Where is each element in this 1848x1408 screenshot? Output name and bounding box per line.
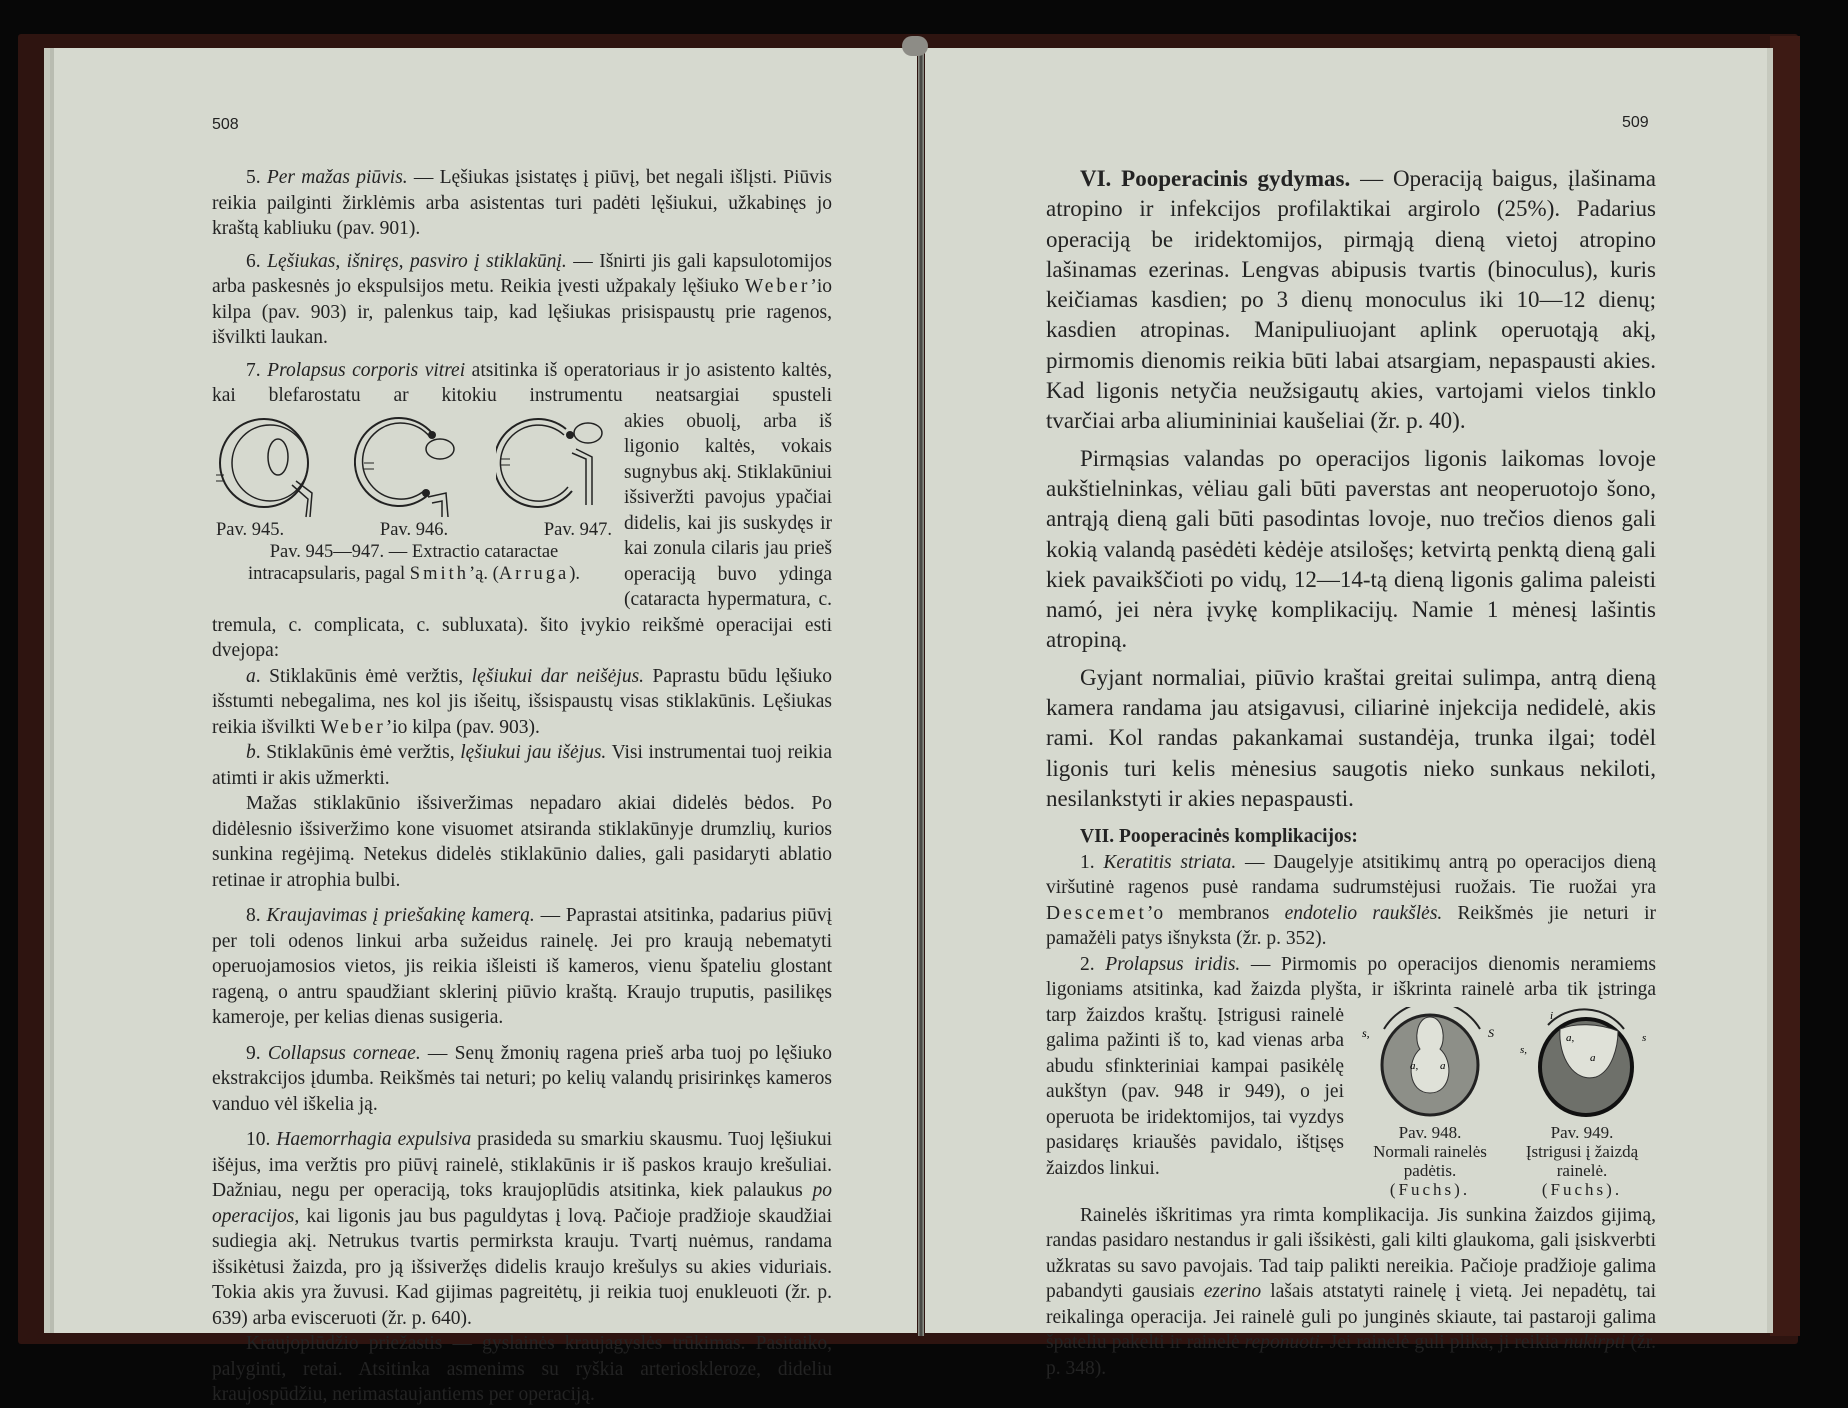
eye-diagram-946	[354, 413, 474, 519]
figure-945-947	[212, 413, 616, 585]
text-run: ’io kilpa (pav. 903).	[385, 716, 540, 738]
eye-diagram-945	[212, 413, 332, 519]
italic-text-run: Kraujavimas į priešakinę kamerą.	[266, 905, 535, 926]
paragraph-first-hours	[1046, 444, 1656, 656]
italic-text-run: b	[246, 742, 256, 763]
text-run: Mažas stiklakūnio išsiveržimas nepadaro akiai didelės bėdos. Po didėlesnio išsiveržimo kone visuomet atsiranda stiklakūnyje drumzlių, kurios sunkina regėjimą. Netekus didelės stiklakūnio dalies, gali pasidaryti ablatio retinae ir atrophia bulbi.	[212, 793, 832, 891]
spaced-name-run: Weber	[744, 276, 811, 297]
text-run: akies obuolį, arba iš ligonio kaltės, vokais sugnybus akį. Stiklakūniui išsiveržti pavojus ypačiai didelis, kai jis suskydęs ir kai zonula cilaris jau prieš operaciją buvo ydinga (cataracta hypermatura, c. tremula, c. complicata, c. subluxata). šito įvykio reikšmė operacijai esti dvejopa:	[212, 410, 832, 661]
figure-label: S	[1488, 1025, 1494, 1040]
paragraph-iris-prolapse	[1046, 1203, 1656, 1382]
text-run: 2.	[1080, 953, 1106, 975]
book-gutter	[918, 46, 924, 1336]
iris-diagrams	[1356, 1007, 1656, 1199]
paragraph-9	[212, 1041, 832, 1118]
figure-label: a,	[1410, 1059, 1419, 1072]
text-run: Kraujoplūdžio priežastis — gyslainės kraujagyslės trūkimas. Pasitaiko, palyginti, retai. Atsitinka asmenims su ryškia arterioskleroze, dideliu kraujospūdžiu, nerimastaujantiems per operaciją.	[212, 1333, 832, 1405]
text-run: (žr. p. 348).	[1046, 1332, 1656, 1379]
text-run: — Pirmomis po operacijos dienomis neramiems ligoniams atsitinka, kad žaizda plyšta, ir iškrinta rainelė arba tik įstringa	[1046, 953, 1657, 1001]
right-text-column	[1046, 164, 1656, 1381]
text-run: 1.	[1080, 851, 1104, 873]
figure-label: a	[1440, 1059, 1446, 1072]
figure-949-caption	[1508, 1123, 1656, 1199]
paragraph-healing	[1046, 663, 1656, 814]
figure-label: s	[1642, 1031, 1647, 1044]
iris-diagram-949	[1508, 1007, 1656, 1119]
italic-text-run: Per mažas piūvis.	[266, 167, 408, 188]
text-run: 8.	[246, 905, 267, 926]
caption-source: (Fuchs).	[1389, 1179, 1471, 1199]
figure-948-caption	[1356, 1123, 1504, 1199]
paragraph-7-body-wrap	[212, 409, 832, 664]
figure-caption-947: Pav. 947.	[543, 519, 612, 540]
text-run: — Daugelyje atsitikimų antrą po operacijos dieną viršutinė ragenos pusė randama sudrumstėjusi ruožais. Tie ruožai yra	[1046, 851, 1656, 899]
text-run: Paprastu būdu lęšiuko išstumti nebegalima, nes kol jis išeitų, išsispaustų visas stiklakūnis. Lęšiukas reikia išvilkti	[212, 665, 832, 738]
figure-title	[212, 541, 616, 585]
left-text-column	[212, 165, 832, 1408]
text-run: . Stiklakūnis ėmė veržtis,	[255, 742, 461, 763]
text-run: kai ligonis jau bus paguldytas į lovą. Pačioje pradžioje skaudžiai sudiegia akį. Netrukus tvartis permirksta krauju. Tvartį nuėmus, randama išsikėtusi žaizda, pro ją išsiveržęs didelis kraujo krešulys su akies viduriais. Tokia akis yra žuvusi. Kad gijimas pagreitėtų, ji reikia tuoj enukleuoti (žr. p. 639) arba evisceruoti (žr. p. 640).	[212, 1205, 832, 1329]
page-number-left: 508	[212, 116, 239, 133]
figure-caption-945: Pav. 945.	[216, 519, 285, 540]
paragraph-vi	[1046, 164, 1656, 437]
text-run: Jei rainelė guli plika, ji reikia	[1324, 1332, 1564, 1354]
text-run: ’o membranos	[1146, 902, 1285, 924]
paragraph-8	[212, 903, 832, 1031]
text-run: prasideda su smarkiu skausmu. Tuoj lęšiukui išėjus, ima veržtis pro piūvį rainelė, stiklakūnis ir iš paskos kraujo krešuliai. Dažniau, negu per operaciją, toks kraujoplūdis atsitinka, kiek palaukus	[212, 1129, 832, 1201]
caption-source: (Fuchs).	[1541, 1179, 1623, 1199]
page-number-right: 509	[1622, 114, 1649, 131]
figures-948-949	[1356, 1007, 1656, 1199]
text-run: 5.	[246, 167, 267, 188]
text-run: atsitinka iš operatoriaus ir jo asistento kaltės, kai blefarostatu ar kitokiu instrumentu neatsargiai spusteli	[212, 359, 833, 406]
text-run: ’io kilpa (pav. 903) ir, palenkus taip, kad lęšiukas prisispaustų prie ragenos, išvilkti laukan.	[212, 276, 832, 348]
text-run: tarp žaizdos kraštų. Įstrigusi rainelė galima pažinti iš to, kad vienas arba abudu sfinkteriniai kampai pasikėlę aukštyn (pav. 948 ir 949), o jei operuota be iridektomijos, tai vyzdys pasidaręs kriaušės pavidalo, ištįsęs žaizdos linkui.	[1046, 1004, 1344, 1179]
text-run: — Paprastai atsitinka, padarius piūvį per toli odenos linkui arba sužeidus rainelę. Jei pro kraują nebematyti operuojamosios vietos, jis reikia išleisti iš kameros, vienu špateliu glostant rageną, o antru spaudžiant sklerinį piūvio kraštą. Kraujo truputis, pasilikęs kameroje, per kelias dienas susigeria.	[212, 905, 833, 1028]
text-run: — Išnirti jis gali kapsulotomijos arba paskesnės jo ekspulsijos metu. Reikia įvesti užpakaly lęšiuko	[212, 250, 833, 297]
figure-948	[1356, 1007, 1504, 1199]
paragraph-1	[1046, 850, 1656, 952]
book-spine-edge	[1770, 36, 1800, 1336]
figure-label: s,	[1520, 1043, 1528, 1056]
italic-text-run: Keratitis striata.	[1103, 851, 1237, 873]
paragraph-10	[212, 1127, 832, 1331]
paragraph-small-prolapse	[212, 791, 832, 893]
text-run: ).	[569, 563, 581, 584]
caption-text: Įstrigusi į žaizdą rainelė.	[1525, 1141, 1639, 1180]
italic-text-run: ezerino	[1203, 1281, 1262, 1303]
text-run: 7.	[246, 359, 268, 381]
italic-text-run: reponuoti.	[1244, 1332, 1325, 1354]
italic-text-run: po operacijos,	[212, 1180, 832, 1227]
section-heading-vii: VII. Pooperacinės komplikacijos:	[1080, 826, 1358, 848]
text-run: Rainelės iškritimas yra rimta komplikacija. Jis sunkina žaizdos gijimą, randas pasidaro nestandus ir gali išsikėsti, gali kilti glaukoma, gali įsiskverbti užkratas su savo pavojais. Tad taip palikti nereikia. Pačioje pradžioje galima pabandyti gausiais	[1046, 1204, 1656, 1303]
text-run: — Operaciją baigus, įlašinama atropino ir infekcijos profilaktikai argirolo (25%). Padarius operaciją be iridektomijos, pirmąją dieną vietoj atropino lašinamas ezerinas. Lengvas abipusis tvartis (binoculus), kuris keičiamas kasdien; po 3 dienų monoculus iki 10—12 dienų; kasdien atropinas. Manipuliuojant aplink operuotąją akį, pirmomis dienomis reikia būti labai atsargiam, nepaspausti akies. Kad ligonis netyčia neužsigautų akies, vartojami vielos tinklo tvarčiai arba aliumininiai kaušeliai (žr. p. 40).	[1046, 166, 1657, 434]
text-run: Gyjant normaliai, piūvio kraštai greitai sulimpa, antrą dieną kamera randama jau atsigavusi, ciliarinė injekcija nedidelė, akis rami. Kol randas pakankamai sustandėja, trunka ilgai; todėl ligonis turi kelis mėnesius saugotis nieko sunkaus nekiloti, nesilankstyti ir akies nepaspausti.	[1046, 664, 1656, 811]
caption-text: Normali rainelės padėtis.	[1373, 1141, 1487, 1180]
text-run: Reikšmės jie neturi ir pamažėli patys išnyksta (žr. p. 352).	[1046, 902, 1656, 950]
iris-diagram-948	[1356, 1007, 1504, 1119]
figure-label: a	[1590, 1051, 1596, 1064]
italic-text-run: Collapsus corneae.	[267, 1042, 421, 1064]
text-run: Visi instrumentai tuoj reikia atimti ir akis užmerkti.	[212, 742, 832, 789]
paragraph-2-body-wrap	[1046, 1003, 1656, 1203]
text-run: 9.	[246, 1042, 268, 1064]
figure-caption-946: Pav. 946.	[379, 519, 449, 540]
italic-text-run: Prolapsus iridis.	[1105, 953, 1241, 975]
text-run: ’ą. (	[469, 563, 499, 584]
figure-label: i	[1550, 1009, 1554, 1022]
italic-text-run: lęšiukui jau išėjus.	[460, 742, 607, 763]
binding-clasp	[902, 36, 928, 56]
italic-text-run: endotelio raukšlės.	[1284, 902, 1443, 924]
text-run: Pav. 945—947. — Extractio cataractae intracapsularis, pagal	[247, 541, 559, 584]
figure-label: a,	[1566, 1031, 1575, 1044]
text-run: 6.	[246, 250, 268, 272]
paragraph-11	[212, 1331, 832, 1408]
paragraph-6	[212, 249, 832, 351]
italic-text-run: Prolapsus corporis vitrei	[267, 359, 466, 381]
paragraph-2-head	[1046, 952, 1656, 1003]
text-run: lašais atstatyti rainelę į vietą. Jei nepadėtų, tai reikalinga operacija. Jei rainelė guli po junginės skiaute, tai pastaroji galima špateliu pakelti ir rainelė	[1046, 1281, 1657, 1354]
paragraph-2-body	[1046, 1005, 1344, 1179]
paragraph-5	[212, 165, 832, 242]
caption-number: Pav. 948.	[1398, 1122, 1462, 1142]
italic-text-run: Haemorrhagia expulsiva	[276, 1129, 472, 1150]
spaced-name-run: Descemet	[1046, 902, 1147, 924]
italic-text-run: Lęšiukas, išniręs, pasviro į stiklakūnį.	[267, 250, 567, 272]
figure-captions-row	[212, 519, 616, 541]
paragraph-7-head	[212, 358, 832, 409]
paragraph-a	[212, 664, 832, 741]
eye-diagrams	[212, 413, 616, 519]
text-run: 10.	[246, 1129, 277, 1150]
spaced-name-run: Arruga	[498, 563, 570, 584]
italic-text-run: lęšiukui dar neišėjus.	[471, 665, 645, 687]
spaced-name-run: Smith	[409, 563, 470, 584]
paragraph-b	[212, 740, 832, 791]
italic-text-run: nukirpti	[1563, 1332, 1626, 1354]
text-run: . Stiklakūnis ėmė veržtis,	[255, 665, 472, 687]
italic-text-run: a	[246, 665, 256, 687]
text-run: Pirmąsias valandas po operacijos ligonis laikomas lovoje aukštielninkas, vėliau gali būti paverstas ant neoperuotojo šono, antrąją dieną gali būti pasodintas lovoje, nuo trečios dienos gali kokią valandą pasėdėti kėdėje atsilošęs; ketvirtą penktą dieną gali kiek pavaikščioti po vidų, 12—14-tą dieną ligonis galima paleisti namó, jei nėra įvykę komplikacijų. Namie 1 mėnesį lašintis atropiną.	[1046, 445, 1656, 653]
text-run: — Senų žmonių ragena prieš arba tuoj po lęšiuko ekstrakcijos įdumba. Reikšmės tai neturi; po kelių valandų prisirinkęs kameros vanduo vėl iškelia ją.	[212, 1042, 833, 1115]
figure-949	[1508, 1007, 1656, 1199]
figure-label: s,	[1362, 1025, 1370, 1040]
eye-diagram-947	[496, 413, 616, 519]
caption-number: Pav. 949.	[1550, 1122, 1614, 1142]
bold-text-run: VI. Pooperacinis gydymas.	[1080, 166, 1351, 191]
spaced-name-run: Weber	[320, 716, 386, 738]
text-run: — Lęšiukas įsistatęs į piūvį, bet negali išlįsti. Piūvis reikia pailginti žirklėmis arba asistentas turi padėti lęšiukui, užkabinęs jo kraštą kabliuku (pav. 901).	[212, 167, 833, 239]
